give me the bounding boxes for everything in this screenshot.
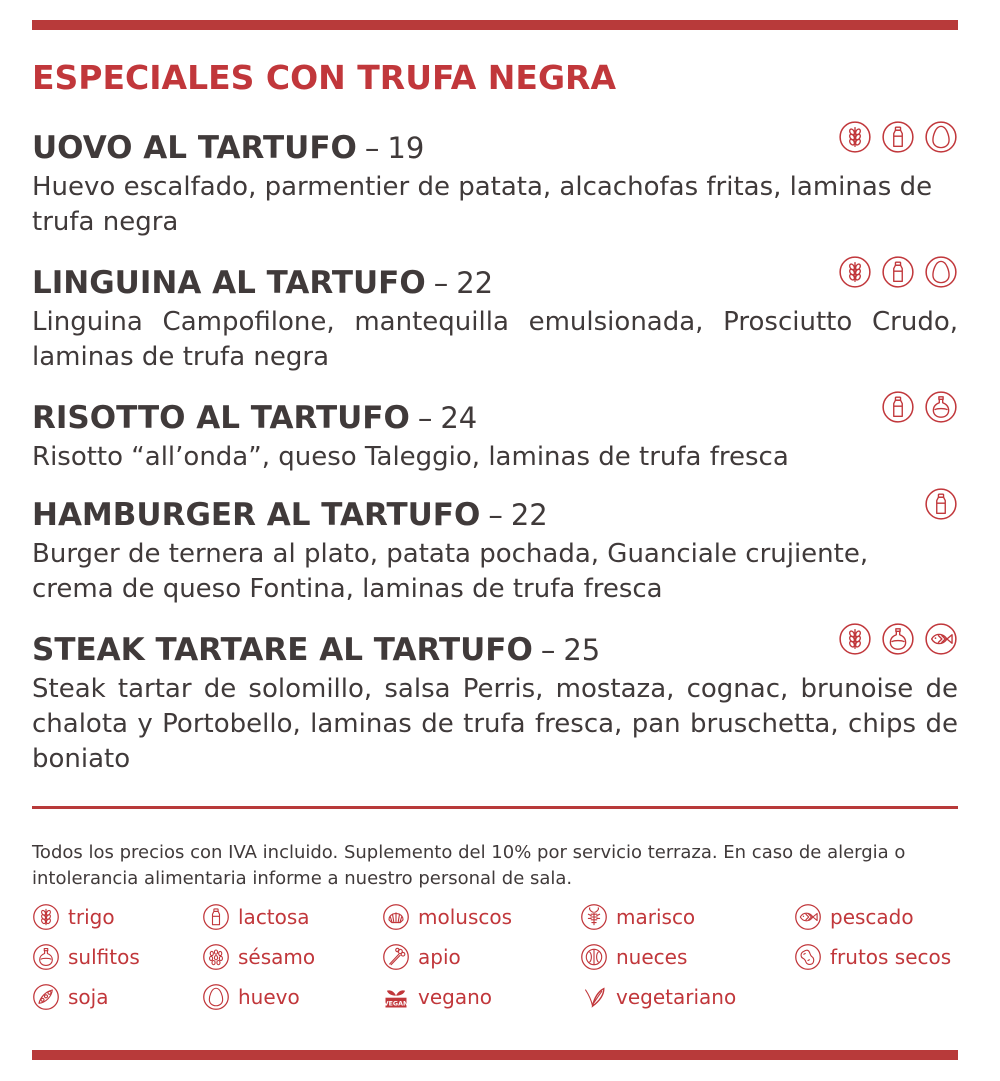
- legend-item: [794, 903, 914, 931]
- menu-item: [32, 265, 958, 375]
- legend-item: [580, 943, 687, 971]
- menu-item-header: [32, 265, 958, 305]
- legend-label: pescado: [830, 905, 914, 929]
- dish-name: HAMBURGER AL TARTUFO: [32, 497, 481, 533]
- dish-name: UOVO AL TARTUFO: [32, 130, 357, 166]
- legend-label: vegano: [418, 985, 493, 1009]
- section-title: ESPECIALES CON TRUFA NEGRA: [32, 58, 616, 97]
- allergen-icons: [838, 255, 958, 289]
- sesame-icon: [202, 943, 230, 971]
- vegetarian-leaf-icon: [580, 983, 608, 1011]
- dish-description: Burger de ternera al plato, patata pochada, Guanciale crujiente, crema de queso Fontina, laminas de trufa fresca: [32, 539, 869, 604]
- menu-item-header: [32, 400, 958, 440]
- milk-bottle-icon: [202, 903, 230, 931]
- dish-description: Risotto “all’onda”, queso Taleggio, laminas de trufa fresca: [32, 442, 789, 472]
- svg-text:VEGAN: VEGAN: [383, 1000, 409, 1008]
- legend-item: [32, 903, 115, 931]
- legend-item: [580, 903, 695, 931]
- lobster-icon: [580, 903, 608, 931]
- legend-item: [32, 983, 108, 1011]
- legend-label: nueces: [616, 945, 688, 969]
- legend-label: sulfitos: [68, 945, 140, 969]
- walnut-icon: [580, 943, 608, 971]
- wheat-icon: [838, 120, 872, 154]
- allergen-icons: [838, 120, 958, 154]
- legend-item: [580, 983, 736, 1011]
- menu-item-header: [32, 130, 958, 170]
- wine-flask-icon: [881, 622, 915, 656]
- legend-label: soja: [68, 985, 109, 1009]
- dish-name: LINGUINA AL TARTUFO: [32, 265, 426, 301]
- wheat-icon: [838, 622, 872, 656]
- legend-item: [202, 943, 315, 971]
- dish-description: Linguina Campofilone, mantequilla emulsionada, Prosciutto Crudo, laminas de trufa negra: [32, 307, 958, 372]
- dish-price: 24: [440, 401, 478, 435]
- allergen-icons: [838, 622, 958, 656]
- bottom-rule: [32, 1050, 958, 1060]
- legend-item: [382, 983, 492, 1011]
- legend-item: [32, 943, 140, 971]
- egg-icon: [924, 255, 958, 289]
- legend-item: [382, 903, 512, 931]
- legend-label: marisco: [616, 905, 696, 929]
- wheat-icon: [32, 903, 60, 931]
- allergen-icons: [924, 487, 958, 521]
- peanut-icon: [794, 943, 822, 971]
- price-separator: –: [488, 498, 503, 532]
- price-separator: –: [417, 401, 433, 435]
- price-separator: –: [433, 266, 449, 300]
- legend-item: [794, 943, 951, 971]
- dish-price: 22: [456, 266, 494, 300]
- wine-flask-icon: [924, 390, 958, 424]
- fish-icon: [924, 622, 958, 656]
- milk-bottle-icon: [881, 390, 915, 424]
- dish-name: RISOTTO AL TARTUFO: [32, 400, 410, 436]
- legend-label: moluscos: [418, 905, 513, 929]
- dish-price: 19: [387, 131, 425, 165]
- dish-name: STEAK TARTARE AL TARTUFO: [32, 632, 533, 668]
- celery-icon: [382, 943, 410, 971]
- dish-description: Steak tartar de solomillo, salsa Perris, mostaza, cognac, brunoise de chalota y Portobello, laminas de trufa fresca, pan bruschetta, chips de boniato: [32, 674, 958, 774]
- menu-item: [32, 400, 958, 475]
- allergen-icons: [881, 390, 958, 424]
- wine-flask-icon: [32, 943, 60, 971]
- price-separator: –: [540, 633, 556, 667]
- wheat-icon: [838, 255, 872, 289]
- legend-label: lactosa: [238, 905, 310, 929]
- legend-label: vegetariano: [616, 985, 737, 1009]
- legend-label: huevo: [238, 985, 300, 1009]
- dish-price: 22: [510, 498, 548, 532]
- milk-bottle-icon: [881, 120, 915, 154]
- legend-item: [382, 943, 461, 971]
- legend-label: frutos secos: [830, 945, 952, 969]
- price-separator: –: [364, 131, 380, 165]
- egg-icon: [202, 983, 230, 1011]
- shell-icon: [382, 903, 410, 931]
- menu-item: [32, 130, 958, 240]
- legend-item: [202, 983, 300, 1011]
- milk-bottle-icon: [881, 255, 915, 289]
- menu-item: [32, 632, 958, 777]
- footer-note: Todos los precios con IVA incluido. Suplemento del 10% por servicio terraza. En caso de alergia o intolerancia alimentaria informe a nuestro personal de sala.: [32, 842, 906, 889]
- divider-rule: [32, 806, 958, 809]
- soy-pod-icon: [32, 983, 60, 1011]
- milk-bottle-icon: [924, 487, 958, 521]
- legend-item: [202, 903, 310, 931]
- legend-label: sésamo: [238, 945, 316, 969]
- vegan-badge-icon: [382, 983, 410, 1011]
- menu-item: [32, 497, 958, 607]
- menu-item-header: [32, 497, 958, 537]
- dish-price: 25: [563, 633, 601, 667]
- top-rule: [32, 20, 958, 30]
- dish-description: Huevo escalfado, parmentier de patata, alcachofas fritas, laminas de trufa negra: [32, 172, 933, 237]
- legend-label: trigo: [68, 905, 115, 929]
- menu-item-header: [32, 632, 958, 672]
- legend-label: apio: [418, 945, 461, 969]
- fish-icon: [794, 903, 822, 931]
- egg-icon: [924, 120, 958, 154]
